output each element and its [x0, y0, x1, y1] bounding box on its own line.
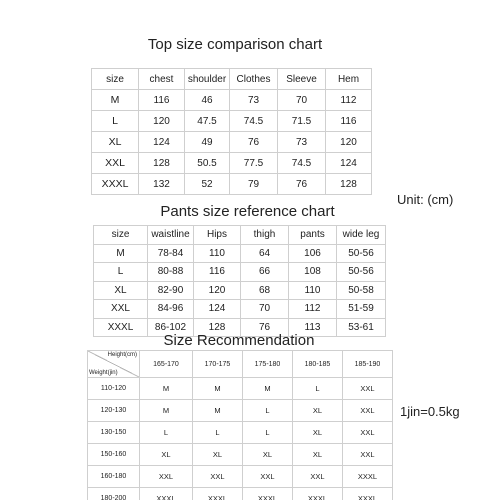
top-table-cell: 76 [278, 174, 326, 195]
recommendation-row-label: 180-200 [88, 488, 140, 500]
recommendation-cell: XL [293, 400, 343, 422]
pants-table-cell: 76 [241, 318, 289, 337]
recommendation-cell: M [140, 378, 193, 400]
top-table-row-label: XXL [92, 153, 139, 174]
top-table-cell: 50.5 [185, 153, 230, 174]
top-table-cell: 112 [326, 90, 372, 111]
pants-table-cell: 116 [194, 263, 241, 282]
pants-table-header-cell: waistline [148, 226, 194, 245]
table-row [92, 174, 372, 195]
pants-table-cell: 68 [241, 281, 289, 300]
pants-chart-title: Pants size reference chart [160, 203, 335, 220]
pants-table-row-label: L [94, 263, 148, 282]
top-table-header-cell: Hem [326, 69, 372, 90]
pants-table-cell: 110 [289, 281, 337, 300]
recommendation-cell: XXXL [193, 488, 243, 500]
top-table-header-cell: Clothes [230, 69, 278, 90]
recommendation-row-label: 120-130 [88, 400, 140, 422]
recommendation-cell: L [243, 422, 293, 444]
pants-table-cell: 120 [194, 281, 241, 300]
top-table-cell: 73 [278, 132, 326, 153]
pants-table-cell: 84-96 [148, 300, 194, 319]
top-table-cell: 74.5 [230, 111, 278, 132]
pants-table-cell: 50-56 [337, 244, 386, 263]
recommendation-row-label: 160-180 [88, 466, 140, 488]
top-table-header-cell: chest [139, 69, 185, 90]
top-table-cell: 74.5 [278, 153, 326, 174]
recommendation-cell: M [243, 378, 293, 400]
table-row [94, 300, 386, 319]
pants-table-header-cell: size [94, 226, 148, 245]
pants-table-cell: 50-56 [337, 263, 386, 282]
top-table-header-cell: shoulder [185, 69, 230, 90]
table-row [94, 263, 386, 282]
top-table-header-cell: Sleeve [278, 69, 326, 90]
height-weight-corner-cell [88, 351, 140, 378]
top-table-cell: 116 [326, 111, 372, 132]
pants-table-header-cell: thigh [241, 226, 289, 245]
jin-conversion-note: 1jin=0.5kg [400, 404, 460, 419]
recommendation-cell: XXL [343, 378, 393, 400]
top-size-table [91, 68, 372, 195]
recommendation-cell: L [243, 400, 293, 422]
top-table-header-cell: size [92, 69, 139, 90]
table-row [88, 488, 393, 500]
recommendation-cell: XXL [343, 444, 393, 466]
recommendation-cell: XXL [140, 466, 193, 488]
recommendation-cell: M [193, 400, 243, 422]
pants-table-cell: 70 [241, 300, 289, 319]
top-table-cell: 76 [230, 132, 278, 153]
top-table-row-label: L [92, 111, 139, 132]
recommendation-table-body [88, 378, 393, 500]
pants-table-cell: 106 [289, 244, 337, 263]
table-row [88, 466, 393, 488]
recommendation-cell: XL [140, 444, 193, 466]
recommendation-row-label: 130-150 [88, 422, 140, 444]
top-table-cell: 124 [326, 153, 372, 174]
top-table-cell: 47.5 [185, 111, 230, 132]
pants-table-cell: 53-61 [337, 318, 386, 337]
pants-table-cell: 78-84 [148, 244, 194, 263]
top-table-cell: 52 [185, 174, 230, 195]
top-table-header-row [92, 69, 372, 90]
recommendation-cell: L [293, 378, 343, 400]
pants-table-cell: 64 [241, 244, 289, 263]
pants-table-header-row [94, 226, 386, 245]
recommendation-cell: XL [293, 444, 343, 466]
recommendation-cell: XL [293, 422, 343, 444]
pants-table-row-label: M [94, 244, 148, 263]
top-table-row-label: XL [92, 132, 139, 153]
recommendation-title: Size Recommendation [163, 332, 315, 349]
recommendation-cell: L [140, 422, 193, 444]
table-row [88, 422, 393, 444]
pants-table-row-label: XXXL [94, 318, 148, 337]
table-row [94, 281, 386, 300]
table-row [92, 132, 372, 153]
top-table-cell: 71.5 [278, 111, 326, 132]
pants-table-cell: 110 [194, 244, 241, 263]
pants-table-cell: 112 [289, 300, 337, 319]
top-table-row-label: XXXL [92, 174, 139, 195]
top-table-cell: 128 [326, 174, 372, 195]
recommendation-header-cell: 175-180 [243, 351, 293, 378]
recommendation-cell: XXL [343, 422, 393, 444]
pants-table-cell: 113 [289, 318, 337, 337]
table-row [88, 378, 393, 400]
pants-table-body [94, 244, 386, 337]
top-table-cell: 132 [139, 174, 185, 195]
pants-table-cell: 51-59 [337, 300, 386, 319]
pants-table-cell: 50-58 [337, 281, 386, 300]
top-table-row-label: M [92, 90, 139, 111]
pants-table-header-cell: pants [289, 226, 337, 245]
pants-table-row-label: XXL [94, 300, 148, 319]
recommendation-row-label: 110-120 [88, 378, 140, 400]
top-table-cell: 77.5 [230, 153, 278, 174]
recommendation-cell: XXXL [293, 488, 343, 500]
recommendation-cell: XXL [243, 466, 293, 488]
top-table-body [92, 90, 372, 195]
pants-table-cell: 80-88 [148, 263, 194, 282]
weight-axis-label: Weight(jin) [89, 370, 118, 376]
recommendation-header-cell: 170-175 [193, 351, 243, 378]
recommendation-cell: XXL [193, 466, 243, 488]
size-recommendation-table [87, 350, 393, 500]
top-table-cell: 73 [230, 90, 278, 111]
table-row [92, 153, 372, 174]
pants-table-header-cell: Hips [194, 226, 241, 245]
top-chart-title: Top size comparison chart [147, 36, 323, 53]
table-row [88, 444, 393, 466]
pants-table-row-label: XL [94, 281, 148, 300]
recommendation-cell: XXXL [343, 488, 393, 500]
height-axis-label: Height(cm) [107, 352, 137, 358]
recommendation-header-cell: 180-185 [293, 351, 343, 378]
recommendation-header-cell: 165-170 [140, 351, 193, 378]
table-row [92, 111, 372, 132]
unit-note: Unit: (cm) [397, 192, 454, 207]
recommendation-cell: XXXL [140, 488, 193, 500]
recommendation-cell: M [140, 400, 193, 422]
table-row [92, 90, 372, 111]
pants-table-cell: 128 [194, 318, 241, 337]
top-table-cell: 116 [139, 90, 185, 111]
pants-table-header-cell: wide leg [337, 226, 386, 245]
recommendation-cell: XXXL [243, 488, 293, 500]
pants-table-cell: 66 [241, 263, 289, 282]
top-table-cell: 120 [139, 111, 185, 132]
top-table-cell: 128 [139, 153, 185, 174]
top-table-cell: 49 [185, 132, 230, 153]
pants-table-cell: 124 [194, 300, 241, 319]
recommendation-cell: XL [193, 444, 243, 466]
pants-size-table [93, 225, 386, 337]
recommendation-cell: XXL [343, 400, 393, 422]
recommendation-cell: L [193, 422, 243, 444]
recommendation-row-label: 150-160 [88, 444, 140, 466]
recommendation-cell: XL [243, 444, 293, 466]
top-table-cell: 70 [278, 90, 326, 111]
pants-table-cell: 82-90 [148, 281, 194, 300]
recommendation-header-row [88, 351, 393, 378]
top-table-cell: 79 [230, 174, 278, 195]
recommendation-cell: XXL [293, 466, 343, 488]
top-table-cell: 124 [139, 132, 185, 153]
top-table-cell: 120 [326, 132, 372, 153]
recommendation-cell: XXXL [343, 466, 393, 488]
top-table-cell: 46 [185, 90, 230, 111]
pants-table-cell: 108 [289, 263, 337, 282]
pants-table-cell: 86-102 [148, 318, 194, 337]
table-row [88, 400, 393, 422]
table-row [94, 244, 386, 263]
recommendation-header-cell: 185-190 [343, 351, 393, 378]
recommendation-cell: M [193, 378, 243, 400]
